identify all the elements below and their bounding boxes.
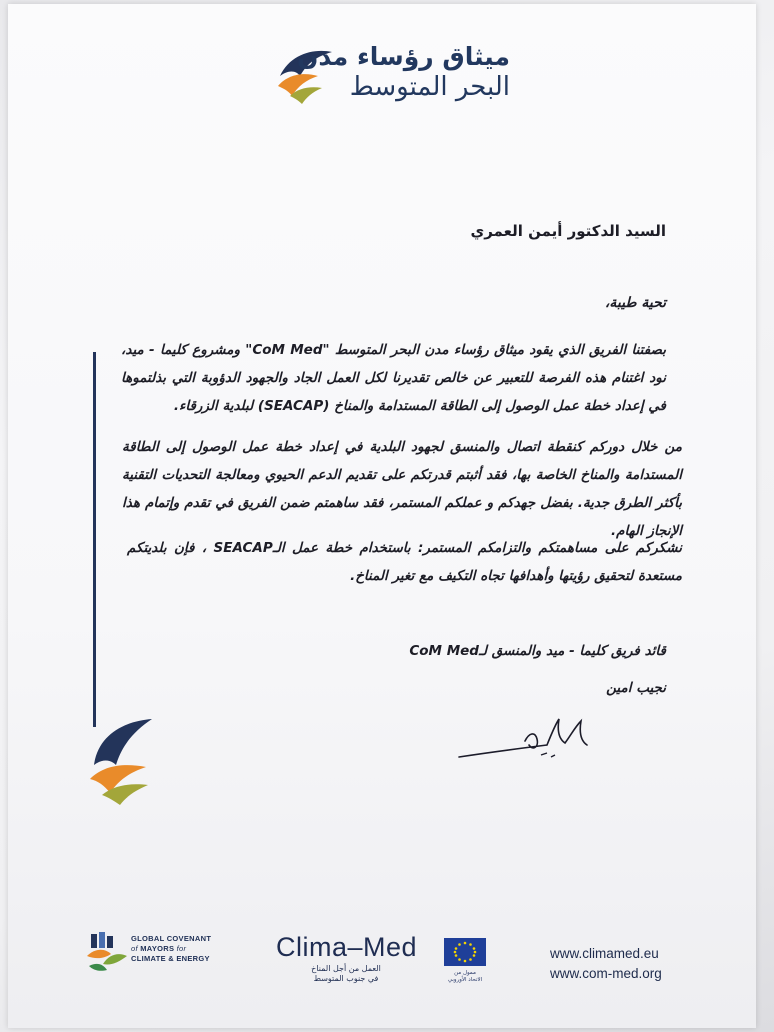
- eu-logo: [444, 938, 490, 982]
- paragraph-3: نشكركم على مساهمتكم والتزامكم المستمر: باستخدام خطة عمل الـSEACAP ، فإن بلديتكم مستعدة لتحقيق رؤيتها وأهدافها تجاه التكيف مع تغير المناخ.: [127, 540, 682, 584]
- climamed-subtitle-2: في جنوب المتوسط: [313, 974, 379, 983]
- gcom-logo: [85, 930, 235, 975]
- gcom-mark-icon: [85, 930, 129, 974]
- com-med-brand: [270, 42, 510, 112]
- gcom-line3: CLIMATE & ENERGY: [131, 954, 210, 963]
- side-accent-line: [93, 352, 96, 727]
- recipient: السيد الدكتور أيمن العمري: [470, 222, 666, 240]
- eu-caption-1: ممول من: [454, 970, 476, 976]
- climamed-subtitle-1: العمل من أجل المناخ: [311, 964, 381, 973]
- org-name-line2: البحر المتوسط: [349, 72, 510, 102]
- eu-flag-icon: [444, 938, 486, 966]
- handwritten-signature-icon: [455, 705, 595, 765]
- gcom-line1: GLOBAL COVENANT: [131, 934, 212, 943]
- eu-caption-2: الاتحاد الأوروبي: [447, 977, 483, 983]
- gcom-text: [131, 934, 211, 964]
- websites: [550, 944, 662, 984]
- website-com-med[interactable]: www.com-med.org: [550, 966, 662, 981]
- paragraph-2: من خلال دوركم كنقطة اتصال والمنسق لجهود البلدية في إعداد خطة عمل الوصول إلى الطاقة المستدامة والمناخ الخاصة بها، فقد أثبتم قدرتكم على تقديم الدعم الحيوي ومعالجة التحديات التقنية بأكثر الطرق جدية. بفضل جهدكم و عملكم المستمر، فقد ساهمتم ضمن الفريق في تقدم وإتمام هذا الإنجاز الهام.: [122, 439, 682, 539]
- paragraph-1: بصفتنا الفريق الذي يقود ميثاق رؤساء مدن البحر المتوسط "CoM Med" ومشروع كليما - ميد، نود اغتنام هذه الفرصة للتعبير عن خالص تقديرنا لكل العمل الجاد والجهود الدؤوبة التي بذلتموها في إعداد خطة عمل الوصول إلى الطاقة المستدامة والمناخ (SEACAP) لبلدية الزرقاء.: [121, 342, 667, 414]
- org-name-line1: ميثاق رؤساء مدن: [297, 42, 510, 71]
- footer: [0, 918, 774, 988]
- gcom-for: for: [176, 944, 187, 953]
- signer-title: قائد فريق كليما - ميد والمنسق لـCoM Med: [409, 643, 666, 659]
- side-leaf-icon: [80, 715, 160, 807]
- climamed-logo: [276, 932, 426, 982]
- climamed-title: Clima–Med: [276, 932, 418, 962]
- greeting: تحية طيبة،: [604, 295, 666, 311]
- website-climamed[interactable]: www.climamed.eu: [550, 946, 659, 961]
- signer-name: نجيب امين: [606, 680, 666, 696]
- gcom-mayors: MAYORS: [140, 944, 175, 953]
- gcom-of: of: [131, 944, 138, 953]
